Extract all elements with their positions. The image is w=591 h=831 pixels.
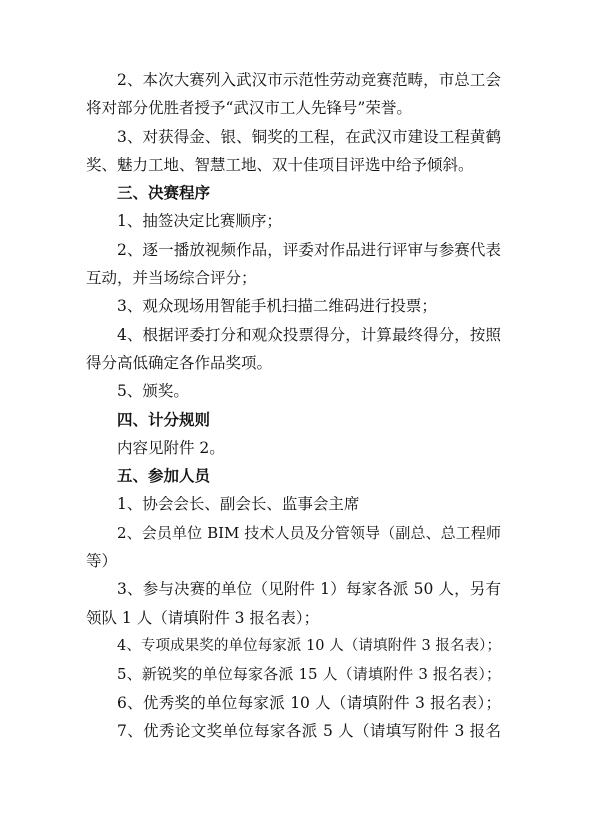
paragraph-line: 6、优秀奖的单位每家派 10 人（请填附件 3 报名表）； <box>117 693 501 712</box>
paragraph-line: 互动，并当场综合评分； <box>86 269 257 288</box>
section-heading: 五、参加人员 <box>117 467 211 486</box>
paragraph-line: 3、参与决赛的单位（见附件 1）每家各派 50 人，另有 <box>117 580 501 599</box>
section-heading: 三、决赛程序 <box>117 184 211 203</box>
document-body <box>86 66 501 745</box>
paragraph-line: 2、本次大赛列入武汉市示范性劳动竞赛范畴，市总工会 <box>117 71 501 89</box>
paragraph-line: 4、根据评委打分和观众投票得分，计算最终得分，按照 <box>117 325 501 344</box>
paragraph-line: 1、抽签决定比赛顺序； <box>117 212 282 231</box>
paragraph-line: 7、优秀论文奖单位每家各派 5 人（请填写附件 3 报名 <box>117 721 501 740</box>
paragraph-line: 5、新锐奖的单位每家各派 15 人（请填附件 3 报名表）； <box>117 665 501 684</box>
paragraph-line: 等） <box>86 552 118 571</box>
paragraph-line: 领队 1 人（请填附件 3 报名表）； <box>86 608 320 627</box>
paragraph-line: 5、颁奖。 <box>117 382 189 401</box>
section-heading: 四、计分规则 <box>117 410 211 429</box>
paragraph-line: 2、逐一播放视频作品，评委对作品进行评审与参赛代表 <box>117 240 501 259</box>
paragraph-line: 1、协会会长、副会长、监事会主席 <box>117 495 360 514</box>
paragraph-line: 2、会员单位 BIM 技术人员及分管领导（副总、总工程师 <box>117 523 501 542</box>
paragraph-line: 3、对获得金、银、铜奖的工程，在武汉市建设工程黄鹤 <box>117 127 501 146</box>
paragraph-line: 奖、魅力工地、智慧工地、双十佳项目评选中给予倾斜。 <box>86 155 474 174</box>
paragraph-line: 4、专项成果奖的单位每家派 10 人（请填附件 3 报名表）； <box>117 637 501 654</box>
paragraph-line: 将对部分优胜者授予“武汉市工人先锋号”荣誉。 <box>86 99 412 118</box>
paragraph-line: 内容见附件 2。 <box>117 438 225 457</box>
paragraph-line: 得分高低确定各作品奖项。 <box>86 353 273 372</box>
paragraph-line: 3、观众现场用智能手机扫描二维码进行投票； <box>117 297 437 316</box>
